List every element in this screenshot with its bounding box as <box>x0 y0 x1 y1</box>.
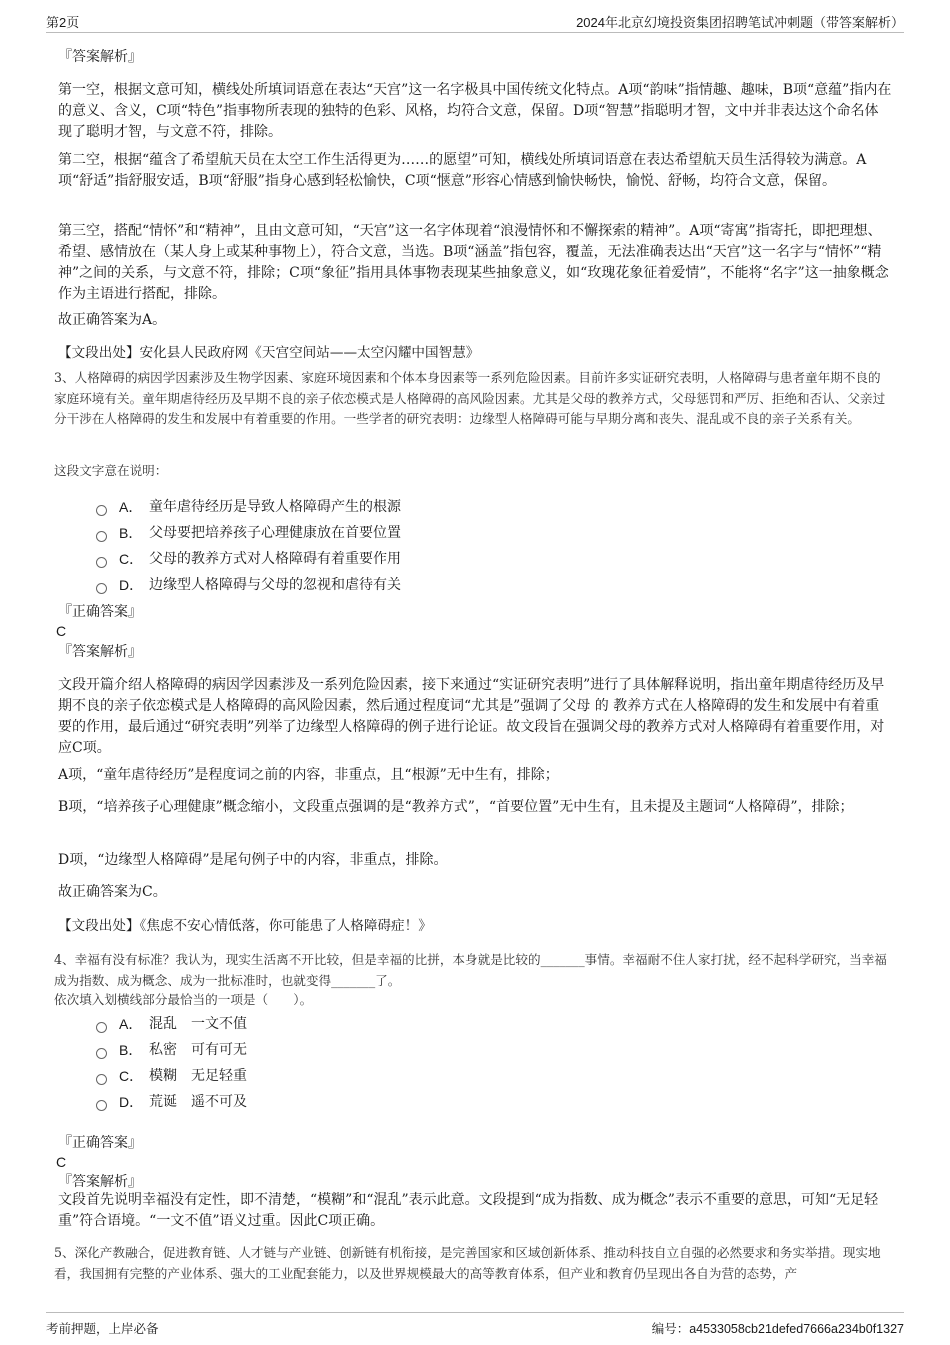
q4-question: 依次填入划横线部分最恰当的一项是（ ）。 <box>54 992 313 1007</box>
q3-analysis-label: 『答案解析』 <box>58 644 142 660</box>
q2-analysis-label: 『答案解析』 <box>58 49 142 65</box>
q5-stem: 5、深化产教融合，促进教育链、人才链与产业链、创新链有机衔接，是完善国家和区域创新体系、推动科技自立自强的必然要求和务实举措。现实地看，我国拥有完整的产业体系、强大的工业配套能力，以及世界规模最大的高等教育体系，但产业和教育仍呈现出各自为营的态势，产 <box>54 1245 881 1281</box>
q2-source: 【文段出处】安化县人民政府网《天宫空间站——太空闪耀中国智慧》 <box>58 345 480 361</box>
footer-slogan: 考前押题，上岸必备 <box>46 1321 159 1336</box>
q3-answer: C <box>56 623 67 639</box>
radio-icon[interactable] <box>96 1074 107 1085</box>
q4-stem: 4、幸福有没有标准？我认为，现实生活离不开比较，但是幸福的比拼，本身就是比较的_______事情。幸福耐不住人家打扰，经不起科学研究，当幸福成为指数、成为概念、成为一批标准时，也就变得_______了。 <box>54 952 887 988</box>
page-number: 第2页 <box>46 15 80 30</box>
q3-option-d[interactable]: D． 边缘型人格障碍与父母的忽视和虐待有关 <box>96 575 401 595</box>
q4-option-a[interactable]: A． 混乱 一文不值 <box>96 1014 247 1034</box>
q3-analysis-para3: B项，“培养孩子心理健康”概念缩小，文段重点强调的是“教养方式”，“首要位置”无中生有，且未提及主题词“人格障碍”，排除； <box>58 799 854 815</box>
q3-option-b[interactable]: B． 父母要把培养孩子心理健康放在首要位置 <box>96 523 401 543</box>
q3-option-c[interactable]: C． 父母的教养方式对人格障碍有着重要作用 <box>96 549 401 569</box>
q4-option-c[interactable]: C． 模糊 无足轻重 <box>96 1066 247 1086</box>
q2-conclusion: 故正确答案为A。 <box>58 312 167 328</box>
q4-option-d[interactable]: D． 荒诞 遥不可及 <box>96 1092 247 1112</box>
radio-icon[interactable] <box>96 505 107 516</box>
document-title: 2024年北京幻境投资集团招聘笔试冲刺题（带答案解析） <box>576 15 904 30</box>
q3-analysis-para4: D项，“边缘型人格障碍”是尾句例子中的内容，非重点，排除。 <box>58 852 448 868</box>
radio-icon[interactable] <box>96 1022 107 1033</box>
q4-option-b[interactable]: B． 私密 可有可无 <box>96 1040 247 1060</box>
q2-analysis-para2: 第二空，根据“蕴含了希望航天员在太空工作生活得更为……的愿望”可知，横线处所填词语意在表达希望航天员生活得较为满意。A项“舒适”指舒服安适，B项“舒服”指身心感到轻松愉快，C项“惬意”形容心情感到愉快畅快，愉悦、舒畅，均符合文意，保留。 <box>58 152 867 189</box>
q3-question: 这段文字意在说明： <box>54 463 168 478</box>
page-footer <box>46 1312 904 1337</box>
q3-source: 【文段出处】《焦虑不安心情低落，你可能患了人格障碍症！》 <box>58 918 432 934</box>
radio-icon[interactable] <box>96 557 107 568</box>
radio-icon[interactable] <box>96 1100 107 1111</box>
q3-analysis-para1: 文段开篇介绍人格障碍的病因学因素涉及一系列危险因素，接下来通过“实证研究表明”进行了具体解释说明，指出童年期虐待经历及早期不良的亲子依恋模式是人格障碍的高风险因素，然后通过程度词“尤其是”强调了父母 的 教养方式在人格障碍的发生和发展中有着重要的作用，最后通过“研究表明”列举了边缘型人格障碍的例子进行论证。故文段旨在强调父母的教养方式对人格障碍有着重要作用，对应C项。 <box>58 677 885 756</box>
q4-answer: C <box>56 1154 67 1170</box>
q4-correct-label: 『正确答案』 <box>58 1135 142 1151</box>
document-code: 编号：a4533058cb21defed7666a234b0f1327 <box>651 1322 904 1336</box>
q3-option-a[interactable]: A． 童年虐待经历是导致人格障碍产生的根源 <box>96 497 401 517</box>
q3-correct-label: 『正确答案』 <box>58 604 142 620</box>
q2-analysis-para1: 第一空，根据文意可知，横线处所填词语意在表达“天宫”这一名字极具中国传统文化特点。A项“韵味”指情趣、趣味，B项“意蕴”指内在的意义、含义，C项“特色”指事物所表现的独特的色彩、风格，均符合文意，保留。D项“智慧”指聪明才智，文中并非表达这个命名体现了聪明才智，与文意不符，排除。 <box>58 82 892 140</box>
q3-stem: 3、人格障碍的病因学因素涉及生物学因素、家庭环境因素和个体本身因素等一系列危险因素。目前许多实证研究表明，人格障碍与患者童年期不良的家庭环境有关。童年期虐待经历及早期不良的亲子依恋模式是人格障碍的高风险因素。尤其是父母的教养方式，父母惩罚和严厉、拒绝和否认、父亲过分干涉在人格障碍的发生和发展中有着重要的作用。一些学者的研究表明：边缘型人格障碍可能与早期分离和丧失、混乱或不良的亲子关系有关。 <box>54 370 886 426</box>
q3-conclusion: 故正确答案为C。 <box>58 884 167 900</box>
q2-analysis-para3: 第三空，搭配“情怀”和“精神”，且由文意可知，“天宫”这一名字体现着“浪漫情怀和不懈探索的精神”。A项“寄寓”指寄托，即把理想、希望、感情放在（某人身上或某种事物上），符合文意，当选。B项“涵盖”指包容，覆盖，无法准确表达出“天宫”这一名字与“情怀”“精神”之间的关系，与文意不符，排除；C项“象征”指用具体事物表现某些抽象意义，如“玫瑰花象征着爱情”，不能将“名字”这一抽象概念作为主语进行搭配，排除。 <box>58 223 889 302</box>
radio-icon[interactable] <box>96 583 107 594</box>
q4-analysis: 文段首先说明幸福没有定性，即不清楚，“模糊”和“混乱”表示此意。文段提到“成为指数、成为概念”表示不重要的意思，可知“无足轻重”符合语境。“一文不值”语义过重。因此C项正确。 <box>58 1192 879 1229</box>
q3-analysis-para2: A项，“童年虐待经历”是程度词之前的内容，非重点，且“根源”无中生有，排除； <box>58 767 559 783</box>
q4-analysis-label: 『答案解析』 <box>58 1174 142 1190</box>
radio-icon[interactable] <box>96 531 107 542</box>
radio-icon[interactable] <box>96 1048 107 1059</box>
page-header <box>46 12 904 33</box>
